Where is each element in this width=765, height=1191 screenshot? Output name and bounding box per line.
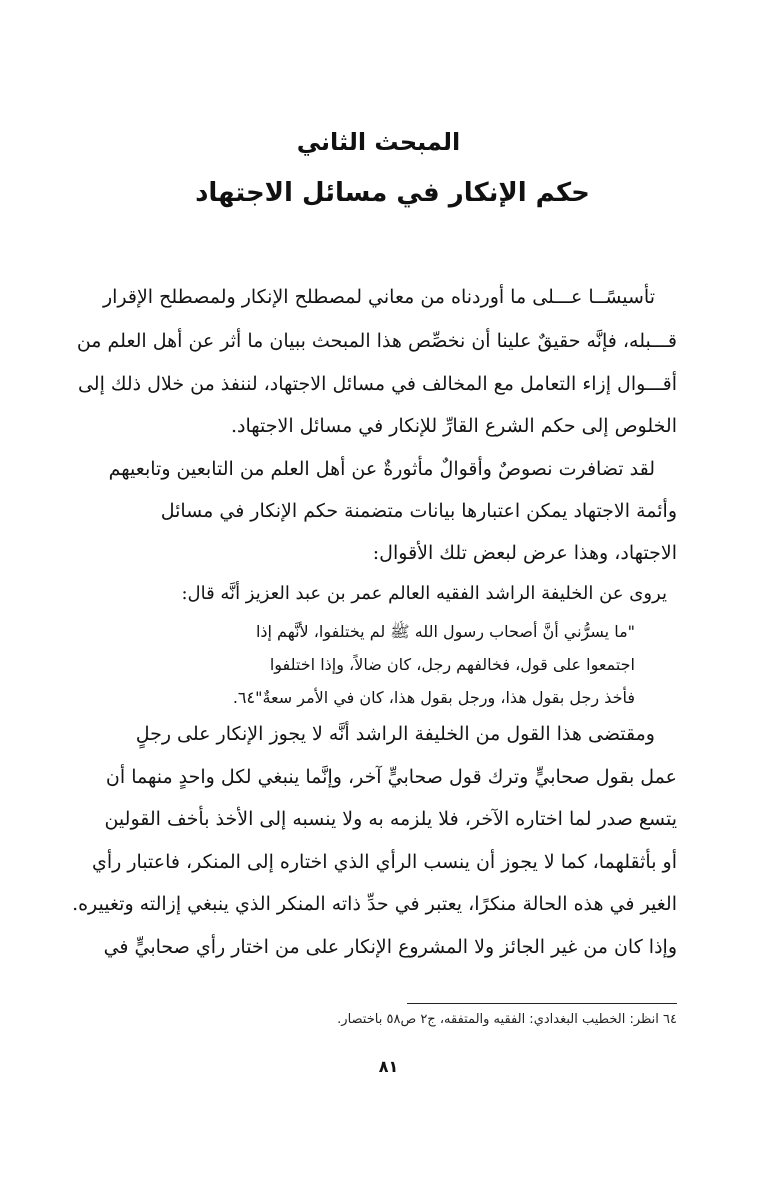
paragraph-line: وإذا كان من غير الجائز ولا المشروع الإنكار على من اختار رأي صحابيٍّ في (103, 936, 677, 958)
paragraph-line: الغير في هذه الحالة منكرًا، يعتبر في حدِّ ذاته المنكر الذي ينبغي إزالته وتغييره. (72, 893, 677, 915)
paragraph-line: يتسع صدر لما اختاره الآخر، فلا يلزمه به ولا ينسبه إلى الأخذ بأخف القولين (104, 808, 677, 830)
paragraph-line: وأئمة الاجتهاد يمكن اعتبارها بيانات متضمنة حكم الإنكار في مسائل (160, 500, 677, 522)
paragraph-line: قـــبله، فإنَّه حقيقٌ علينا أن نخصِّص هذا المبحث ببيان ما أثر عن أهل العلم من (76, 330, 677, 352)
quote-line: فأخذ رجل بقول هذا، ورجل بقول هذا، كان في الأمر سعةٌ"٦٤. (232, 688, 635, 707)
footnote: ٦٤ انظر: الخطيب البغدادي: الفقيه والمتفقه، ج٢ ص٥٨ باختصار. (337, 1012, 677, 1027)
footnote-divider (407, 1003, 677, 1004)
page-number: ٨١ (378, 1057, 399, 1076)
quote-line: اجتمعوا على قول، فخالفهم رجل، كان ضالاً، وإذا اختلفوا (269, 655, 635, 674)
paragraph-line: ومقتضى هذا القول من الخليفة الراشد أنَّه لا يجوز الإنكار على رجلٍ (135, 723, 655, 745)
paragraph-line: تأسيسًــا عـــلى ما أوردناه من معاني لمصطلح الإنكار ولمصطلح الإقرار (102, 286, 655, 308)
section-subtitle: حكم الإنكار في مسائل الاجتهاد (195, 178, 590, 208)
section-title: المبحث الثاني (296, 128, 461, 156)
paragraph-line: الاجتهاد، وهذا عرض لبعض تلك الأقوال: (372, 542, 677, 564)
paragraph-line: عمل بقول صحابيٍّ وترك قول صحابيٍّ آخر، وإنَّما ينبغي لكل واحدٍ منهما أن (105, 766, 677, 788)
paragraph-line: لقد تضافرت نصوصٌ وأقوالٌ مأثورةٌ عن أهل العلم من التابعين وتابعيهم (108, 458, 655, 480)
paragraph-line: أو بأثقلهما، كما لا يجوز أن ينسب الرأي الذي اختاره إلى المنكر، فاعتبار رأي (91, 851, 677, 873)
quote-intro: يروى عن الخليفة الراشد الفقيه العالم عمر بن عبد العزيز أنَّه قال: (181, 583, 667, 604)
quote-line: "ما يسرُّني أنَّ أصحاب رسول الله ﷺ لم يختلفوا، لأنَّهم إذا (255, 622, 635, 641)
paragraph-line: أقـــوال إزاء التعامل مع المخالف في مسائل الاجتهاد، لننفذ من خلال ذلك إلى (77, 373, 677, 395)
paragraph-line: الخلوص إلى حكم الشرع القارِّ للإنكار في مسائل الاجتهاد. (230, 415, 677, 437)
